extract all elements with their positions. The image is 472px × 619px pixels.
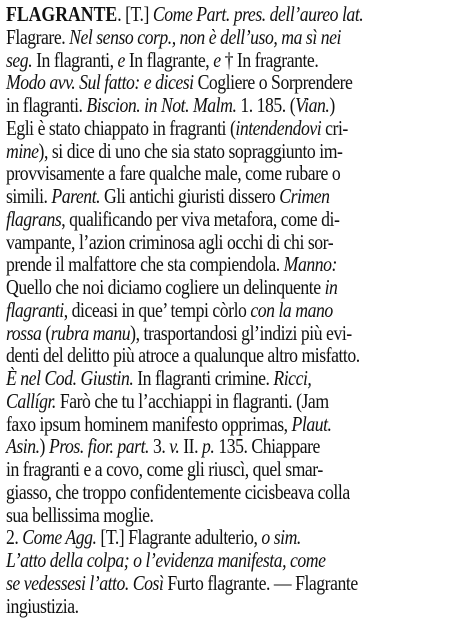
entry-text: cri- xyxy=(321,117,348,140)
entry-line xyxy=(6,527,301,550)
entry-line xyxy=(6,4,363,27)
entry-line xyxy=(6,232,333,255)
entry-text: Furto flagrante. — Flagrante xyxy=(163,572,358,595)
entry-text: ingiustizia. xyxy=(6,595,79,618)
entry-text: Farò che tu l’acchiappi in flagranti. (Jam xyxy=(55,390,329,413)
entry-line xyxy=(6,414,332,437)
entry-line xyxy=(6,573,358,596)
italic-text: se vedessesi l’atto. Così xyxy=(6,572,164,595)
entry-text: II. xyxy=(179,436,203,459)
italic-text: rubra manu xyxy=(50,322,131,345)
italic-text: Vian. xyxy=(295,95,330,117)
italic-text: Callígr. xyxy=(6,390,56,413)
entry-text: ), si dice di uno che sia stato sopraggiunto im- xyxy=(38,140,343,163)
entry-text: Gli antichi giuristi dissero xyxy=(100,186,280,208)
entry-line xyxy=(6,254,337,277)
italic-text: intendendovi xyxy=(235,117,322,140)
entry-line xyxy=(6,596,79,619)
italic-text: Biscion. in Not. Malm. xyxy=(86,95,237,117)
entry-text: In flagranti crimine. xyxy=(133,368,274,390)
entry-line xyxy=(6,550,325,573)
italic-text: Crimen xyxy=(279,186,330,208)
entry-text: 3. xyxy=(149,436,170,459)
italic-text: v. xyxy=(169,436,180,459)
entry-text: ) xyxy=(329,95,335,117)
entry-line xyxy=(6,391,329,414)
entry-line xyxy=(6,436,320,459)
entry-line xyxy=(6,95,335,118)
entry-line xyxy=(6,209,339,232)
italic-text: L’atto della colpa; o l’evidenza manifesta, come xyxy=(6,550,326,572)
italic-text: mine xyxy=(6,140,39,163)
italic-text: Manno: xyxy=(283,254,337,277)
entry-line xyxy=(6,141,342,164)
entry-text: ), trasportandosi gl’indizi più evi- xyxy=(130,322,352,345)
entry-text: giasso, che troppo confidentemente cicisbeava colla xyxy=(6,481,350,504)
entry-text: Cogliere o Sorprendere xyxy=(193,72,353,95)
entry-text: Egli è stato chiappato in fragranti ( xyxy=(6,117,236,140)
italic-text: Asin. xyxy=(6,436,40,459)
entry-text: In flagranti, xyxy=(32,49,118,72)
italic-text: Ricci, xyxy=(273,368,312,390)
italic-text: Come Agg. xyxy=(22,527,97,550)
italic-text: p. xyxy=(202,436,215,459)
italic-text: flagranti xyxy=(6,299,64,322)
italic-text: rossa xyxy=(6,322,42,345)
entry-text: sua bellissima moglie. xyxy=(6,504,154,527)
entry-text: prende il malfattore che sta compiendola. xyxy=(6,254,284,277)
entry-line xyxy=(6,345,360,368)
italic-text: seg. xyxy=(6,49,33,72)
italic-text: Come Part. pres. dell’aureo lat. xyxy=(152,4,364,26)
entry-line xyxy=(6,118,348,141)
entry-text: . [T.] xyxy=(117,4,153,26)
italic-text: con la mano xyxy=(250,299,333,322)
italic-text: e xyxy=(213,49,221,72)
entry-text: in fragranti e a covo, come gli riuscì, quel smar- xyxy=(6,459,323,481)
entry-line xyxy=(6,300,333,323)
italic-text: Pros. fior. part. xyxy=(48,436,150,459)
entry-text: denti del delitto più atroce a qualunque altro misfatto. xyxy=(6,345,360,368)
entry-text: In flagrante, xyxy=(124,49,214,72)
entry-line xyxy=(6,459,323,482)
italic-text: e xyxy=(117,49,125,72)
entry-line xyxy=(6,50,318,73)
entry-line xyxy=(6,27,341,50)
italic-text: Modo avv. Sul fatto: e dicesi xyxy=(6,72,194,95)
entry-text: Flagrare. xyxy=(6,26,70,49)
entry-line xyxy=(6,482,350,505)
entry-text: [T.] Flagrante adulterio, xyxy=(96,527,262,550)
entry-line xyxy=(6,72,352,95)
entry-text: 2. xyxy=(6,527,23,550)
italic-text: Parent. xyxy=(51,186,101,208)
entry-text: provvisamente a fare qualche male, come rubare o xyxy=(6,163,341,186)
entry-text: Quello che noi diciamo cogliere un delinquente xyxy=(6,277,325,299)
entry-line xyxy=(6,505,154,528)
italic-text: o sim. xyxy=(261,527,301,550)
entry-text: 135. Chiappare xyxy=(214,436,320,459)
entry-line xyxy=(6,368,311,391)
entry-text: † In fragrante. xyxy=(220,49,319,72)
entry-line xyxy=(6,163,340,186)
entry-text: faxo ipsum hominem manifesto opprimas, xyxy=(6,413,292,436)
entry-line xyxy=(6,186,330,209)
italic-text: È nel Cod. Giustin. xyxy=(6,368,134,390)
entry-text: 1. 185. ( xyxy=(236,95,296,117)
italic-text: in xyxy=(324,277,338,299)
italic-text: Nel senso corp., non è dell’uso, ma sì nei xyxy=(69,26,341,49)
entry-text: , qualificando per viva metafora, come di- xyxy=(61,208,340,231)
entry-text: in flagranti. xyxy=(6,95,87,117)
entry-line xyxy=(6,323,352,346)
entry-text: ) xyxy=(39,436,49,459)
italic-text: Plaut. xyxy=(291,413,332,436)
entry-text: ( xyxy=(41,322,51,345)
headword: FLAGRANTE xyxy=(6,4,118,26)
entry-line xyxy=(6,277,337,300)
entry-text: , diceasi in que’ tempi còrlo xyxy=(63,299,251,322)
entry-text: vampante, l’azion criminosa agli occhi di chi sor- xyxy=(6,231,334,254)
entry-text: simili. xyxy=(6,186,52,208)
italic-text: flagrans xyxy=(6,208,62,231)
